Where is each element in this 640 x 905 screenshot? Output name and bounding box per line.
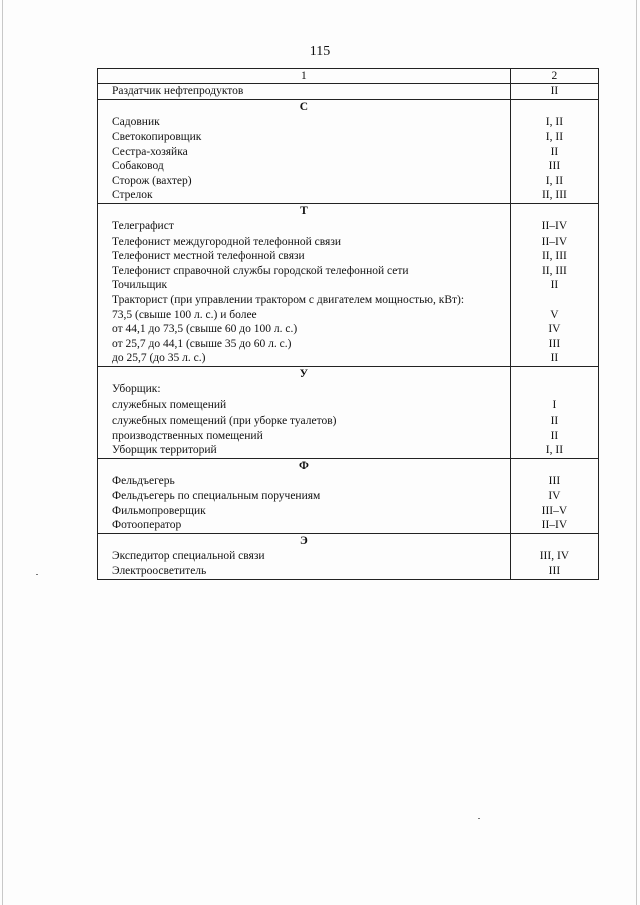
table-row bbox=[98, 293, 599, 308]
table-row bbox=[98, 249, 599, 264]
table-row bbox=[98, 473, 599, 490]
occupation-name: от 25,7 до 44,1 (свыше 35 до 60 л. с.) bbox=[98, 337, 511, 352]
occupation-value: I, II bbox=[510, 114, 598, 131]
occupation-name: до 25,7 (до 35 л. с.) bbox=[98, 351, 511, 366]
occupation-value bbox=[510, 381, 598, 398]
scan-edge-left bbox=[2, 0, 3, 905]
scan-speck bbox=[478, 818, 480, 819]
occupation-name: Светокопировщик bbox=[98, 130, 511, 145]
table-row bbox=[98, 114, 599, 131]
table-row bbox=[98, 308, 599, 323]
table-row bbox=[98, 130, 599, 145]
occupation-name: Телеграфист bbox=[98, 218, 511, 235]
occupation-value: II bbox=[510, 145, 598, 160]
occupation-value: II–IV bbox=[510, 518, 598, 533]
table-row bbox=[98, 351, 599, 366]
scan-edge-right bbox=[636, 0, 637, 905]
section-letter-row bbox=[98, 366, 599, 381]
occupation-value: II, III bbox=[510, 249, 598, 264]
occupation-name: Садовник bbox=[98, 114, 511, 131]
occupation-name: Телефонист местной телефонной связи bbox=[98, 249, 511, 264]
section-letter-row bbox=[98, 204, 599, 219]
occupation-value: IV bbox=[510, 322, 598, 337]
occupation-value: III bbox=[510, 473, 598, 490]
occupation-value: I, II bbox=[510, 443, 598, 458]
occupation-value: III, IV bbox=[510, 548, 598, 565]
occupation-value: II, III bbox=[510, 188, 598, 203]
occupation-name: Сестра-хозяйка bbox=[98, 145, 511, 160]
occupation-value: II bbox=[510, 278, 598, 293]
occupation-value: II bbox=[510, 84, 598, 100]
table-row bbox=[98, 337, 599, 352]
occupation-value: V bbox=[510, 308, 598, 323]
table-row bbox=[98, 397, 599, 414]
table-row bbox=[98, 504, 599, 519]
table-row bbox=[98, 188, 599, 203]
occupation-value: II bbox=[510, 414, 598, 429]
occupation-value bbox=[510, 293, 598, 308]
occupation-name: Уборщик: bbox=[98, 381, 511, 398]
occupation-name: Экспедитор специальной связи bbox=[98, 548, 511, 565]
occupation-value: II, III bbox=[510, 264, 598, 279]
occupation-name: Фельдъегерь по специальным поручениям bbox=[98, 489, 511, 504]
section-letter: С bbox=[98, 99, 511, 114]
table-header-row bbox=[98, 69, 599, 84]
section-letter: У bbox=[98, 366, 511, 381]
occupation-name: служебных помещений (при уборке туалетов) bbox=[98, 414, 511, 429]
occupation-value: III bbox=[510, 337, 598, 352]
table-row bbox=[98, 218, 599, 235]
occupation-name: Стрелок bbox=[98, 188, 511, 203]
table-row bbox=[98, 564, 599, 579]
table-row bbox=[98, 264, 599, 279]
table-row bbox=[98, 429, 599, 444]
occupation-name: Электроосветитель bbox=[98, 564, 511, 579]
table-row bbox=[98, 322, 599, 337]
column-1-header: 1 bbox=[98, 69, 511, 84]
table-row bbox=[98, 84, 599, 100]
table-row bbox=[98, 518, 599, 533]
occupation-value: II–IV bbox=[510, 218, 598, 235]
occupation-name: Уборщик территорий bbox=[98, 443, 511, 458]
occupation-name: служебных помещений bbox=[98, 397, 511, 414]
occupation-name: Телефонист междугородной телефонной связи bbox=[98, 235, 511, 250]
section-letter: Ф bbox=[98, 458, 511, 473]
occupation-value: III–V bbox=[510, 504, 598, 519]
table-row bbox=[98, 145, 599, 160]
section-letter: Т bbox=[98, 204, 511, 219]
table-row bbox=[98, 381, 599, 398]
column-2-header: 2 bbox=[510, 69, 598, 84]
table-row bbox=[98, 548, 599, 565]
occupation-name: Фельдъегерь bbox=[98, 473, 511, 490]
section-letter: Э bbox=[98, 533, 511, 548]
table-row bbox=[98, 414, 599, 429]
occupation-name: Сторож (вахтер) bbox=[98, 174, 511, 189]
table-row bbox=[98, 278, 599, 293]
table-row bbox=[98, 174, 599, 189]
occupation-name: от 44,1 до 73,5 (свыше 60 до 100 л. с.) bbox=[98, 322, 511, 337]
section-letter-row bbox=[98, 533, 599, 548]
section-letter-row bbox=[98, 458, 599, 473]
table-row bbox=[98, 235, 599, 250]
occupation-value: III bbox=[510, 564, 598, 579]
occupation-name: Фотооператор bbox=[98, 518, 511, 533]
occupation-name: Раздатчик нефтепродуктов bbox=[98, 84, 511, 100]
occupation-value: III bbox=[510, 159, 598, 174]
table-row bbox=[98, 159, 599, 174]
occupation-value: I, II bbox=[510, 174, 598, 189]
occupation-name: Тракторист (при управлении трактором с двигателем мощностью, кВт): bbox=[98, 293, 511, 308]
scan-speck bbox=[36, 574, 38, 575]
occupation-name: Телефонист справочной службы городской телефонной сети bbox=[98, 264, 511, 279]
occupation-value: IV bbox=[510, 489, 598, 504]
occupation-name: производственных помещений bbox=[98, 429, 511, 444]
occupation-value: II bbox=[510, 429, 598, 444]
occupation-name: 73,5 (свыше 100 л. с.) и более bbox=[98, 308, 511, 323]
occupation-value: II–IV bbox=[510, 235, 598, 250]
occupation-value: I, II bbox=[510, 130, 598, 145]
occupation-value: II bbox=[510, 351, 598, 366]
occupations-table bbox=[97, 68, 599, 580]
occupation-value: I bbox=[510, 397, 598, 414]
table-row bbox=[98, 443, 599, 458]
occupation-name: Собаковод bbox=[98, 159, 511, 174]
occupation-name: Фильмопроверщик bbox=[98, 504, 511, 519]
section-letter-row bbox=[98, 99, 599, 114]
page-number: 115 bbox=[309, 44, 331, 59]
table-row bbox=[98, 489, 599, 504]
occupation-name: Точильщик bbox=[98, 278, 511, 293]
